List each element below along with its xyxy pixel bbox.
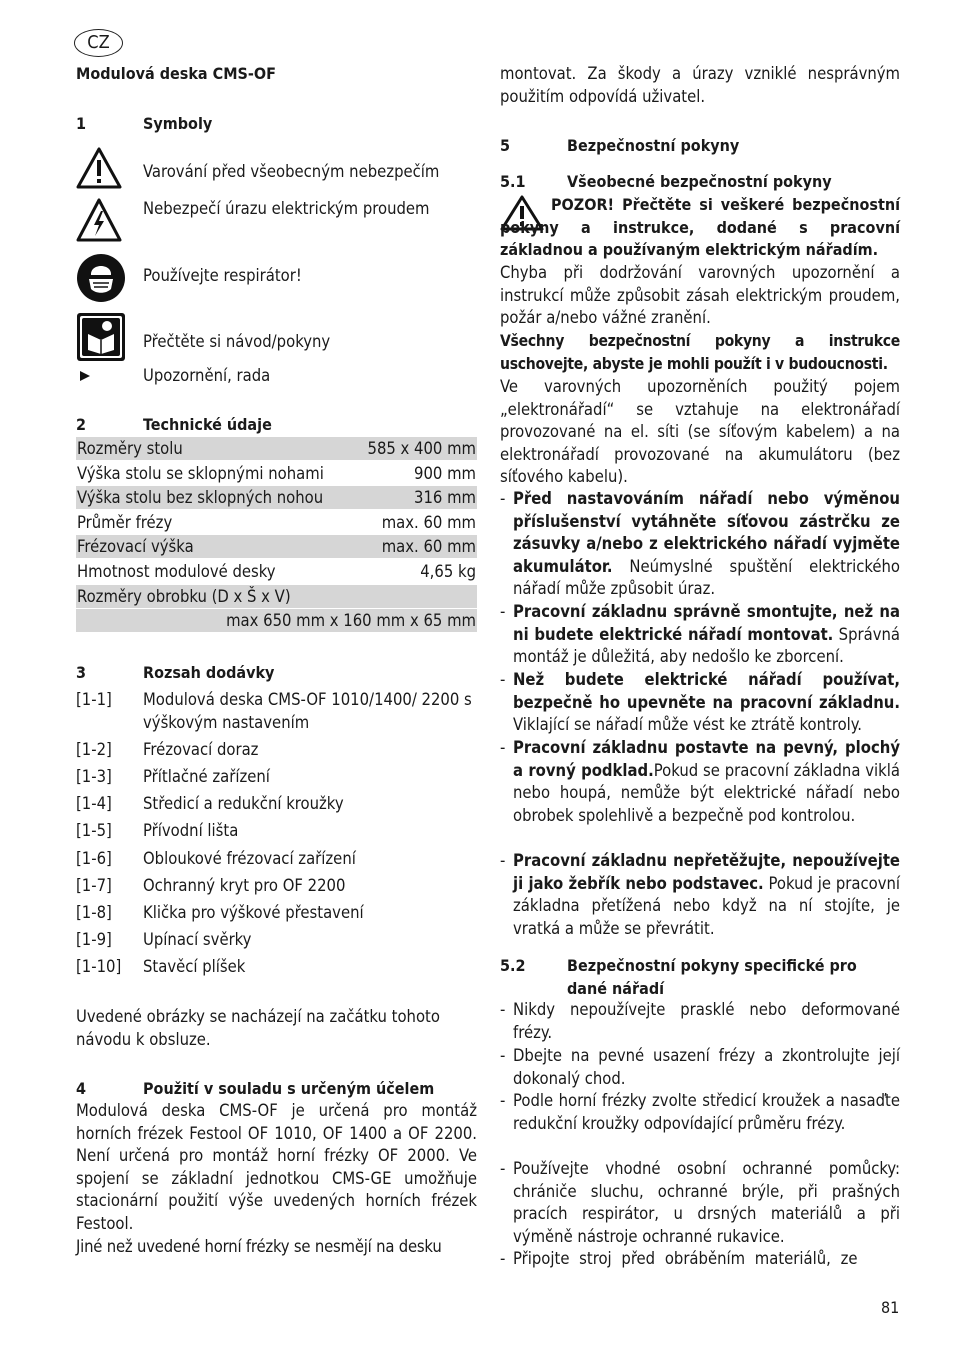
list-item: - Podle horní frézky zvolte středicí kroužek a nasaďte redukční kroužky odpovídající průměru frézy. (500, 1091, 900, 1133)
arrow-right-icon (79, 370, 91, 382)
list-item: - Dbejte na pevné usazení frézy a zkontrolujte její dokonalý chod. (500, 1046, 900, 1088)
technical-data-table (76, 435, 477, 631)
table-row: Průměr frézy max. 60 mm (77, 513, 476, 532)
section-1-heading: 1 Symboly (76, 114, 213, 133)
section-5-2-heading: 5.2 Bezpečnostní pokyny specifické pro dané nářadí (500, 956, 857, 998)
figures-note: Uvedené obrázky se nacházejí na začátku tohoto návodu k obsluze. (76, 1007, 440, 1049)
section-5-1-heading: 5.1 Všeobecné bezpečnostní pokyny (500, 172, 832, 191)
document-title: Modulová deska CMS-OF (76, 64, 276, 83)
intended-use-text-2: Jiné než uvedené horní frézky se nesmějí na desku (76, 1237, 442, 1256)
electric-hazard-icon (76, 197, 122, 243)
section-3-heading: 3 Rozsah dodávky (76, 663, 275, 682)
list-item: - Nikdy nepoužívejte prasklé nebo deformované frézy. (500, 1000, 900, 1042)
section-5-heading: 5 Bezpečnostní pokyny (500, 136, 740, 155)
section-4-heading: 4 Použití v souladu s určeným účelem (76, 1079, 435, 1098)
symbol-electric-shock: Nebezpečí úrazu elektrickým proudem (76, 195, 477, 245)
table-row: Frézovací výška max. 60 mm (77, 537, 476, 556)
power-tool-term-text: Ve varovných upozorněních použitý pojem „elektronářadí“ se vztahuje na elektronářadí provozované na el. síti (se síťovým kabelem) a na elektronářadí provozované na akumulátoru (bez síťového kabelu). (500, 377, 900, 487)
page-number: 81 (881, 1298, 900, 1317)
list-item: - Před nastavováním nářadí nebo výměnou příslušenství vytáhněte síťovou zástrčku ze zásuvky a/nebo z elektrického nářadí vyjměte akumulátor. Neúmyslné spuštění elektrického nářadí může způsobit úraz. (500, 489, 900, 599)
table-row: Rozměry stolu 585 x 400 mm (77, 439, 476, 458)
warning-triangle-icon (76, 146, 122, 190)
list-item: - Pracovní základnu správně smontujte, než na ni budete elektrické nářadí montovat. Správná montáž je důležitá, aby nedošlo ke zborcení. (500, 602, 900, 667)
keep-instructions-text: Všechny bezpečnostní pokyny a instrukce uschovejte, abyste je mohli použít i v budoucnosti. (500, 332, 900, 373)
section-2-heading: 2 Technické údaje (76, 415, 272, 434)
table-row: Hmotnost modulové desky 4,65 kg (77, 562, 476, 581)
list-item: - Než budete elektrické nářadí používat, bezpečně ho upevněte na pracovní základnu. Viklající se nářadí může vést ke ztrátě kontroly. (500, 670, 900, 735)
table-row: Výška stolu se sklopnými nohami 900 mm (77, 464, 476, 483)
list-item: - Připojte stroj před obráběním materiálů, ze (500, 1249, 858, 1268)
warning-text: Chyba při dodržování varovných upozornění a instrukcí může způsobit zásah elektrickým proudem, požár a/nebo vážné zranění. (500, 263, 900, 328)
read-manual-icon (76, 312, 126, 362)
table-row: max 650 mm x 160 mm x 65 mm (76, 609, 477, 632)
list-item: - Používejte vhodné osobní ochranné pomůcky: chrániče sluchu, ochranné brýle, při prašných pracích respirátor, u drsných materiálů a při výměně nástroje ochranné rukavice. (500, 1159, 900, 1246)
symbol-general-warning: Varování před všeobecným nebezpečím (76, 146, 477, 196)
list-item: - Pracovní základnu postavte na pevný, plochý a rovný podklad.Pokud se pracovní základna viklá nebo houpá, nemůže být elektrické nářadí nebo obrobek spolehlivě a bezpečně pod kontrolou. (500, 738, 900, 825)
intended-use-text-3: montovat. Za škody a úrazy vzniklé nesprávným použitím odpovídá uživatel. (500, 64, 900, 106)
symbol-read-manual: Přečtěte si návod/pokyny (76, 312, 477, 362)
language-badge: CZ (74, 29, 123, 57)
symbol-tip: Upozornění, rada (76, 365, 477, 389)
table-row: Rozměry obrobku (D x Š x V) (76, 585, 477, 608)
warning-bold-text: POZOR! Přečtěte si veškeré bezpečnostní pokyny a instrukce, dodané s pracovní základnou a používaným elektrickým nářadím. (500, 195, 900, 260)
list-item: - Pracovní základnu nepřetěžujte, nepoužívejte ji jako žebřík nebo podstavec. Pokud je pracovní základna přetížená nebo když na ní stojíte, je vratká a může se převrátit. (500, 851, 901, 938)
respirator-icon (76, 253, 126, 303)
table-row: Výška stolu bez sklopných nohou 316 mm (77, 488, 476, 507)
symbol-respirator: Používejte respirátor! (76, 253, 477, 303)
intended-use-text: Modulová deska CMS-OF je určená pro montáž horních frézek Festool OF 1010, OF 1400 a OF 2200. Není určená pro montáž horní frézky OF 2000. Ve spojení se základní jednotkou CMS-GE umožňuje stacionární použití výše uvedených horních frézek Festool. (76, 1101, 477, 1233)
